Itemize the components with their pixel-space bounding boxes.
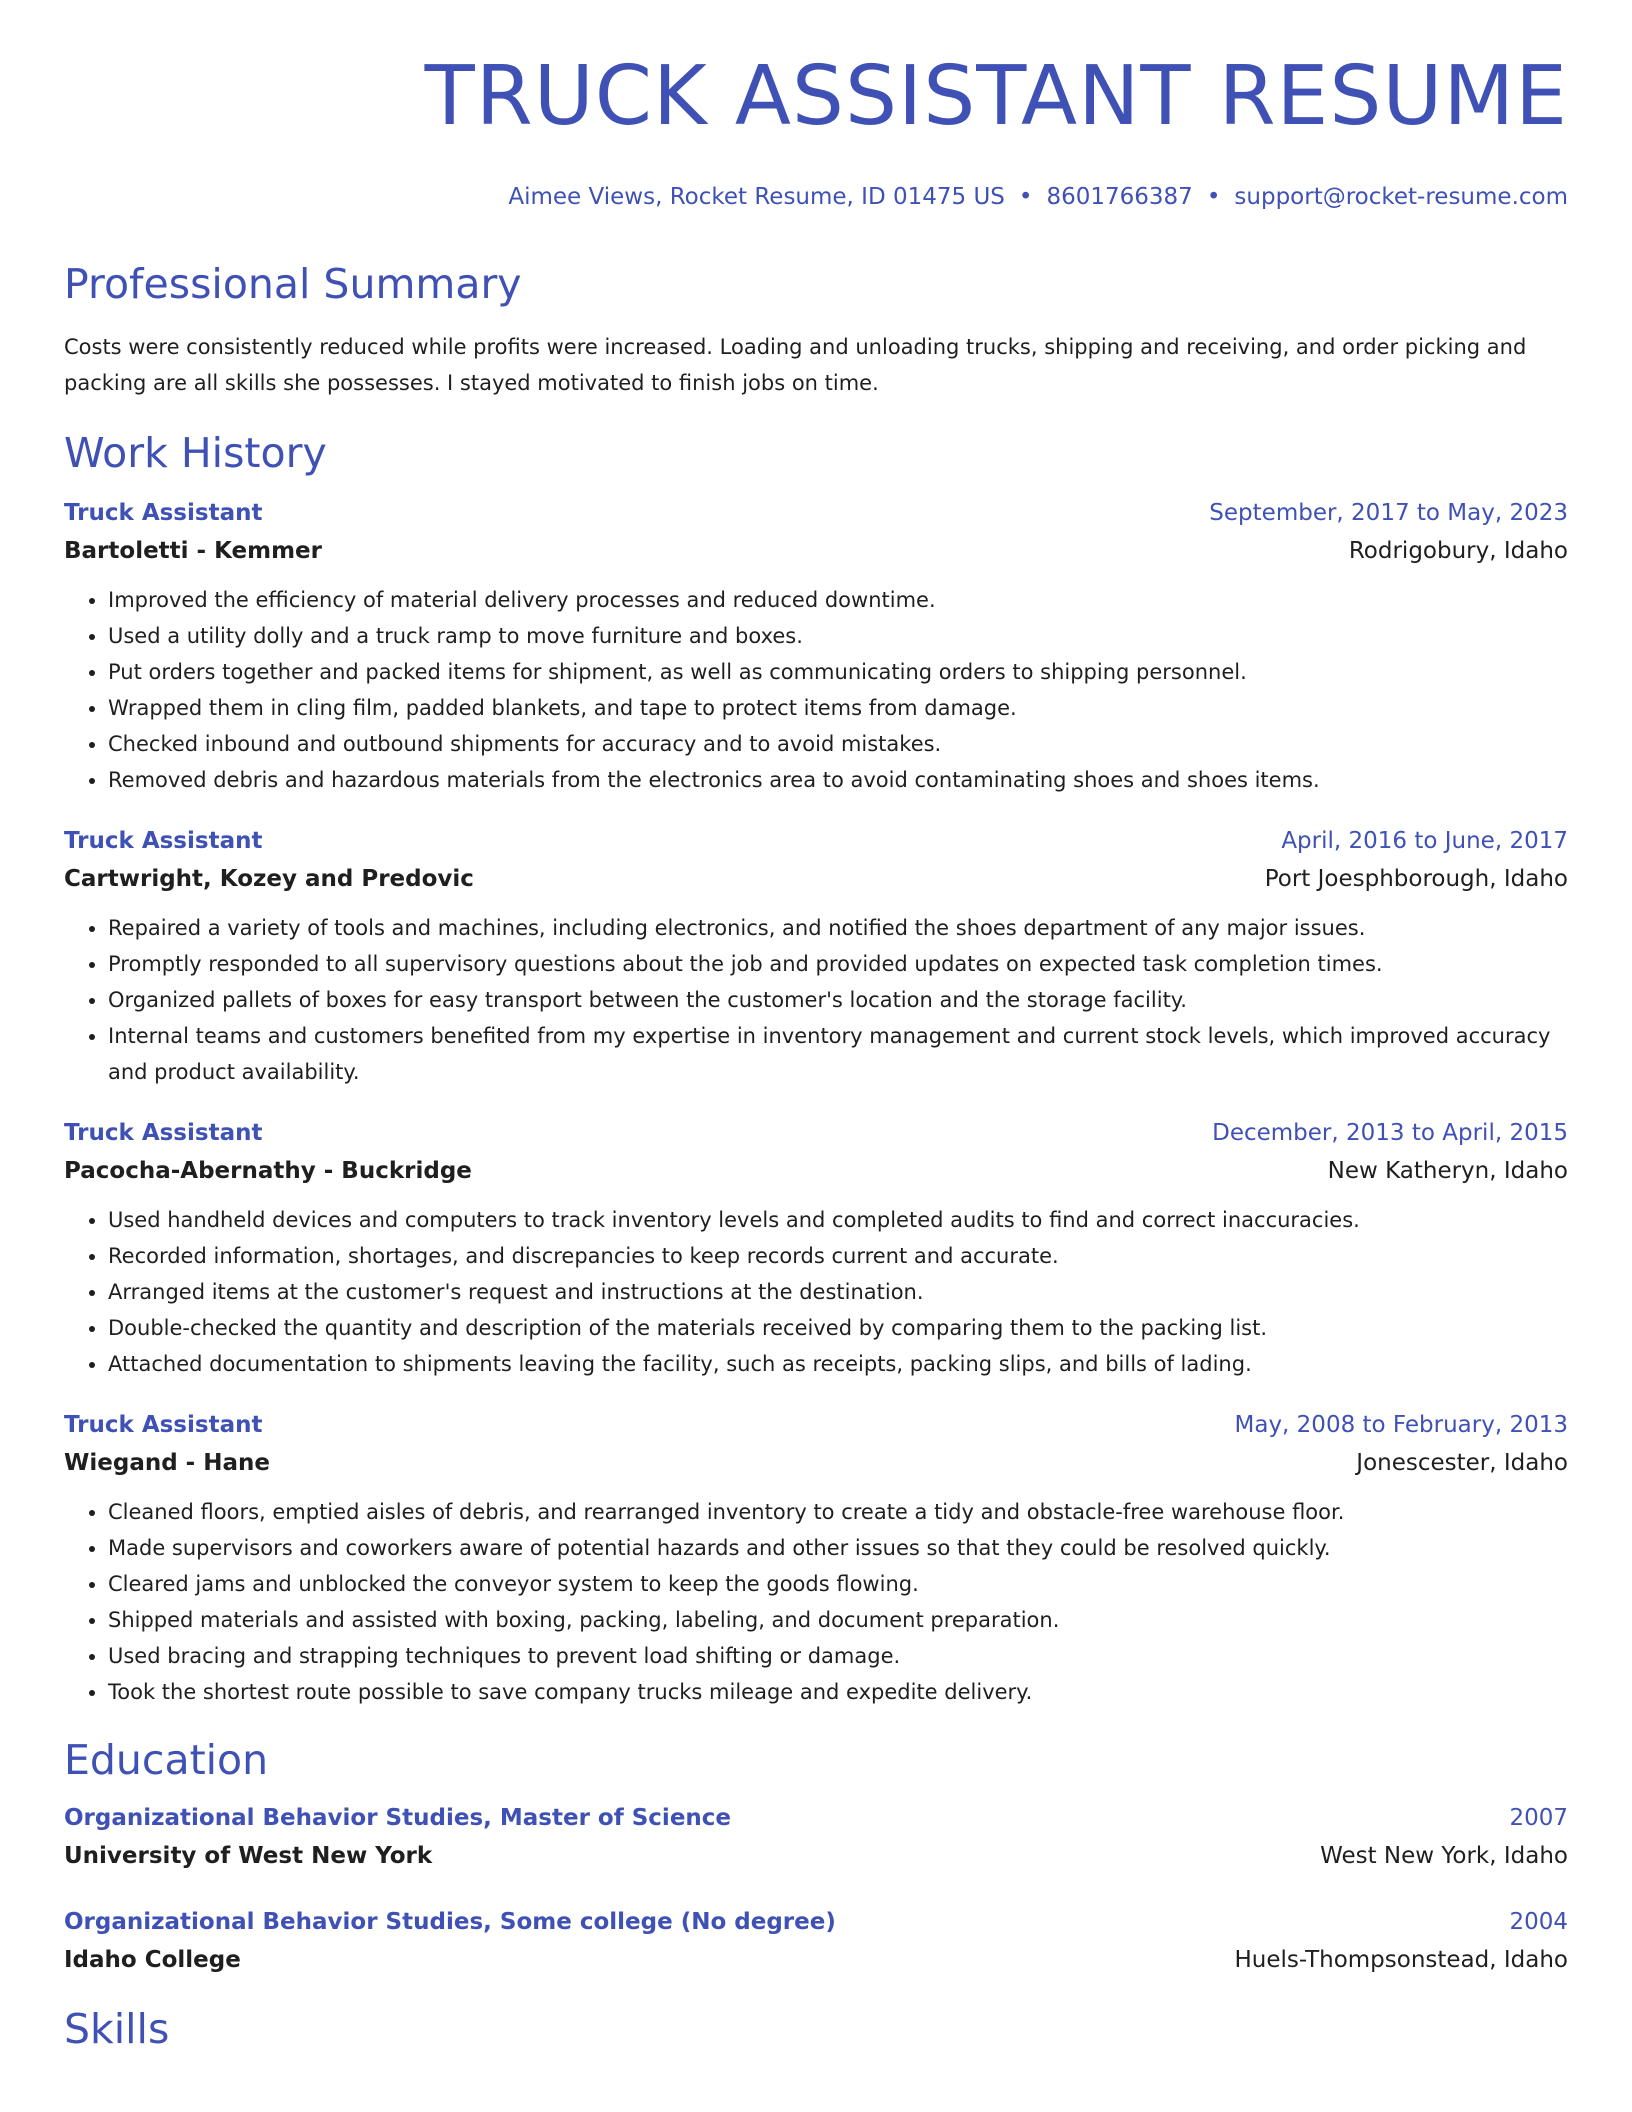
education-year: 2004 [1509, 1909, 1568, 1936]
job-company-row [64, 538, 1568, 564]
education-header-row [64, 1805, 1568, 1831]
job-dates: May, 2008 to February, 2013 [1234, 1412, 1568, 1439]
job-header-row [64, 500, 1568, 526]
job-bullet: • Cleared jams and unblocked the conveyor system to keep the goods flowing. [108, 1566, 1568, 1602]
job-title: Truck Assistant [64, 828, 263, 855]
job-location: New Katheryn, Idaho [1327, 1158, 1568, 1185]
separator-dot: • [1018, 184, 1033, 210]
job-title: Truck Assistant [64, 1412, 263, 1439]
job-entry [64, 1120, 1568, 1382]
job-dates: April, 2016 to June, 2017 [1281, 828, 1568, 855]
job-bullet: • Organized pallets of boxes for easy transport between the customer's location and the storage facility. [108, 982, 1568, 1018]
resume-title: TRUCK ASSISTANT RESUME [424, 49, 1568, 144]
section-heading-summary: Professional Summary [64, 260, 522, 308]
job-bullet: • Promptly responded to all supervisory questions about the job and provided updates on expected task completion times. [108, 946, 1568, 982]
job-location: Port Joesphborough, Idaho [1264, 866, 1568, 893]
job-header-row [64, 1412, 1568, 1438]
job-bullet: • Repaired a variety of tools and machines, including electronics, and notified the shoes department of any major issues. [108, 910, 1568, 946]
contact-line [64, 184, 1568, 210]
education-location: Huels-Thompsonstead, Idaho [1234, 1947, 1568, 1974]
job-bullet: • Recorded information, shortages, and discrepancies to keep records current and accurate. [108, 1238, 1568, 1274]
separator-dot: • [1206, 184, 1221, 210]
email[interactable]: support@rocket-resume.com [1234, 184, 1568, 210]
phone: 8601766387 [1046, 184, 1193, 210]
job-bullet: • Arranged items at the customer's request and instructions at the destination. [108, 1274, 1568, 1310]
job-bullet: • Improved the efficiency of material delivery processes and reduced downtime. [108, 582, 1568, 618]
job-entry [64, 500, 1568, 798]
job-company: Cartwright, Kozey and Predovic [64, 866, 474, 893]
work-history-list [64, 500, 1568, 1710]
job-bullet: • Internal teams and customers benefited from my expertise in inventory management and current stock levels, which improved accuracy and product availability. [108, 1018, 1568, 1090]
job-title: Truck Assistant [64, 500, 263, 527]
job-company: Pacocha-Abernathy - Buckridge [64, 1158, 472, 1185]
job-bullet: • Took the shortest route possible to save company trucks mileage and expedite delivery. [108, 1674, 1568, 1710]
job-location: Jonescester, Idaho [1356, 1450, 1568, 1477]
education-school-row [64, 1947, 1568, 1973]
job-dates: September, 2017 to May, 2023 [1209, 500, 1568, 527]
education-degree: Organizational Behavior Studies, Master of Science [64, 1805, 732, 1832]
job-title: Truck Assistant [64, 1120, 263, 1147]
job-company: Wiegand - Hane [64, 1450, 270, 1477]
job-bullet: • Wrapped them in cling film, padded blankets, and tape to protect items from damage. [108, 690, 1568, 726]
job-header-row [64, 828, 1568, 854]
address: Aimee Views, Rocket Resume, ID 01475 US [508, 184, 1005, 210]
job-bullet-list [64, 1202, 1568, 1382]
job-bullet: • Attached documentation to shipments leaving the facility, such as receipts, packing slips, and bills of lading. [108, 1346, 1568, 1382]
job-bullet: • Used a utility dolly and a truck ramp to move furniture and boxes. [108, 618, 1568, 654]
job-bullet: • Double-checked the quantity and description of the materials received by comparing them to the packing list. [108, 1310, 1568, 1346]
section-heading-skills: Skills [64, 2005, 170, 2054]
education-list [64, 1805, 1568, 1973]
job-bullet: • Shipped materials and assisted with boxing, packing, labeling, and document preparation. [108, 1602, 1568, 1638]
job-entry [64, 828, 1568, 1090]
job-bullet: • Checked inbound and outbound shipments for accuracy and to avoid mistakes. [108, 726, 1568, 762]
job-bullet-list [64, 1494, 1568, 1710]
job-bullet: • Removed debris and hazardous materials from the electronics area to avoid contaminating shoes and shoes items. [108, 762, 1568, 798]
job-bullet-list [64, 582, 1568, 798]
job-bullet: • Put orders together and packed items for shipment, as well as communicating orders to shipping personnel. [108, 654, 1568, 690]
job-bullet: • Made supervisors and coworkers aware of potential hazards and other issues so that they could be resolved quickly. [108, 1530, 1568, 1566]
education-entry [64, 1805, 1568, 1869]
education-year: 2007 [1509, 1805, 1568, 1832]
section-heading-education: Education [64, 1736, 269, 1785]
section-heading-work-history: Work History [64, 429, 327, 478]
summary-text: Costs were consistently reduced while profits were increased. Loading and unloading trucks, shipping and receiving, and order picking and packing are all skills she possesses. I stayed motivated to finish jobs on time. [64, 335, 1527, 396]
job-bullet: • Cleaned floors, emptied aisles of debris, and rearranged inventory to create a tidy and obstacle-free warehouse floor. [108, 1494, 1568, 1530]
job-bullet: • Used handheld devices and computers to track inventory levels and completed audits to find and correct inaccuracies. [108, 1202, 1568, 1238]
education-location: West New York, Idaho [1320, 1843, 1568, 1870]
job-header-row [64, 1120, 1568, 1146]
job-company-row [64, 1450, 1568, 1476]
education-entry [64, 1909, 1568, 1973]
job-dates: December, 2013 to April, 2015 [1212, 1120, 1568, 1147]
job-bullet-list [64, 910, 1568, 1090]
job-entry [64, 1412, 1568, 1710]
job-company: Bartoletti - Kemmer [64, 538, 322, 565]
education-school: Idaho College [64, 1947, 241, 1974]
job-company-row [64, 1158, 1568, 1184]
job-location: Rodrigobury, Idaho [1348, 538, 1568, 565]
education-school: University of West New York [64, 1843, 433, 1870]
job-company-row [64, 866, 1568, 892]
job-bullet: • Used bracing and strapping techniques to prevent load shifting or damage. [108, 1638, 1568, 1674]
education-school-row [64, 1843, 1568, 1869]
education-degree: Organizational Behavior Studies, Some college (No degree) [64, 1909, 836, 1936]
education-header-row [64, 1909, 1568, 1935]
